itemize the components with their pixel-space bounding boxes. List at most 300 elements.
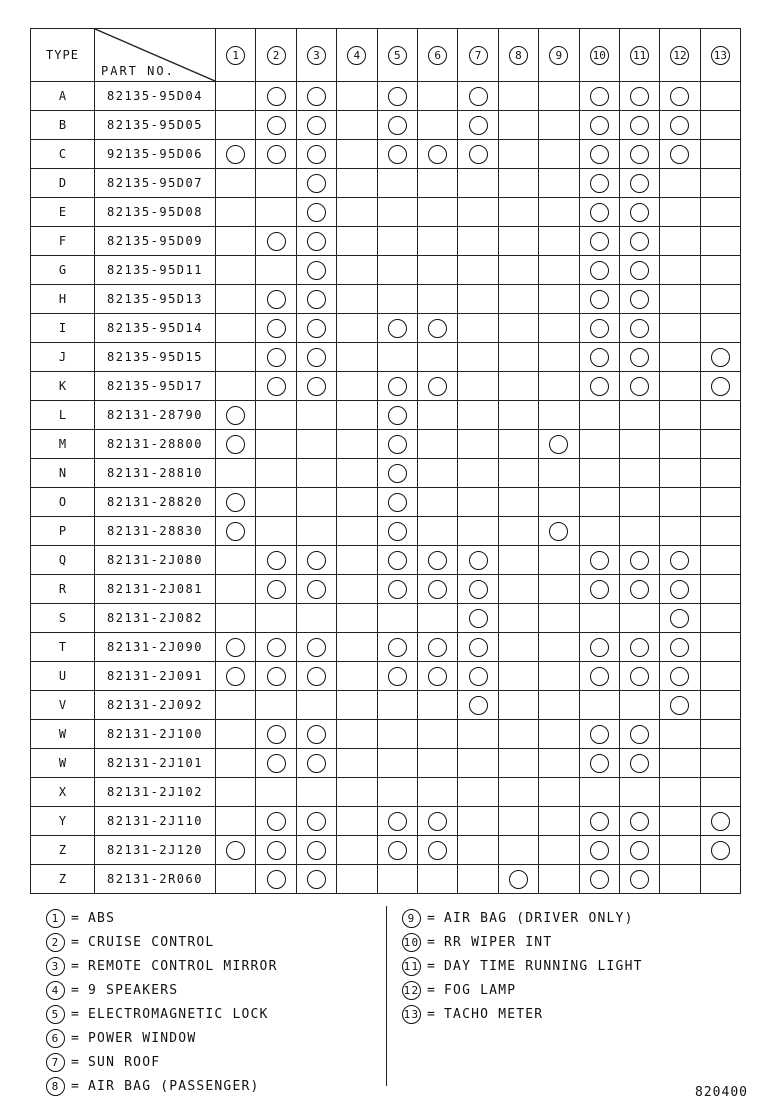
legend-item xyxy=(46,906,278,930)
option-cell xyxy=(619,314,659,343)
option-cell xyxy=(458,749,498,778)
option-mark-circle xyxy=(630,377,649,396)
legend-number-circle: 10 xyxy=(402,933,421,952)
option-cell xyxy=(337,227,377,256)
option-cell xyxy=(700,314,740,343)
option-cell xyxy=(417,575,457,604)
option-mark-circle xyxy=(267,754,286,773)
option-cell xyxy=(216,604,256,633)
option-cell xyxy=(458,720,498,749)
option-cell xyxy=(700,865,740,894)
option-mark-circle xyxy=(630,551,649,570)
option-mark-circle xyxy=(630,145,649,164)
option-cell xyxy=(498,227,538,256)
option-cell xyxy=(417,604,457,633)
option-cell xyxy=(216,546,256,575)
option-cell xyxy=(256,546,296,575)
option-cell xyxy=(660,459,700,488)
option-cell xyxy=(417,865,457,894)
option-cell xyxy=(417,836,457,865)
option-cell xyxy=(539,633,579,662)
option-mark-circle xyxy=(670,551,689,570)
option-mark-circle xyxy=(630,87,649,106)
column-header-3 xyxy=(296,29,336,82)
option-cell xyxy=(619,285,659,314)
option-mark-circle xyxy=(267,667,286,686)
option-cell xyxy=(296,227,336,256)
option-cell xyxy=(700,575,740,604)
option-cell xyxy=(256,198,296,227)
part-number-cell: 82131-2J110 xyxy=(95,807,216,836)
option-mark-circle xyxy=(549,522,568,541)
option-mark-circle xyxy=(590,551,609,570)
option-mark-circle xyxy=(267,116,286,135)
option-cell xyxy=(579,401,619,430)
option-mark-circle xyxy=(428,812,447,831)
option-mark-circle xyxy=(267,377,286,396)
option-cell xyxy=(498,459,538,488)
type-cell: M xyxy=(31,430,95,459)
option-cell xyxy=(579,198,619,227)
option-cell xyxy=(498,488,538,517)
option-cell xyxy=(256,720,296,749)
part-number-cell: 82135-95D04 xyxy=(95,82,216,111)
option-cell xyxy=(539,343,579,372)
legend-number-circle: 5 xyxy=(46,1005,65,1024)
option-mark-circle xyxy=(469,667,488,686)
table-row xyxy=(31,314,741,343)
part-number-cell: 82131-2J120 xyxy=(95,836,216,865)
option-cell xyxy=(619,82,659,111)
legend-text: FOG LAMP xyxy=(444,982,517,998)
column-header-4 xyxy=(337,29,377,82)
table-row xyxy=(31,749,741,778)
option-mark-circle xyxy=(307,348,326,367)
option-cell xyxy=(539,778,579,807)
option-cell xyxy=(579,372,619,401)
table-row xyxy=(31,140,741,169)
option-cell xyxy=(498,285,538,314)
option-mark-circle xyxy=(307,203,326,222)
option-mark-circle xyxy=(307,638,326,657)
option-mark-circle xyxy=(590,348,609,367)
legend-equals: = xyxy=(427,958,437,974)
option-cell xyxy=(256,575,296,604)
legend-equals: = xyxy=(427,910,437,926)
option-cell xyxy=(377,488,417,517)
option-cell xyxy=(216,807,256,836)
option-mark-circle xyxy=(307,551,326,570)
option-mark-circle xyxy=(307,725,326,744)
option-cell xyxy=(498,372,538,401)
table-row xyxy=(31,633,741,662)
option-cell xyxy=(700,372,740,401)
option-cell xyxy=(660,82,700,111)
option-cell xyxy=(660,517,700,546)
option-cell xyxy=(498,517,538,546)
option-mark-circle xyxy=(670,580,689,599)
option-mark-circle xyxy=(469,696,488,715)
option-cell xyxy=(377,169,417,198)
option-mark-circle xyxy=(469,609,488,628)
option-cell xyxy=(700,778,740,807)
part-number-cell: 82131-2J081 xyxy=(95,575,216,604)
option-cell xyxy=(256,778,296,807)
option-mark-circle xyxy=(711,841,730,860)
option-cell xyxy=(539,749,579,778)
column-number-circle: 13 xyxy=(711,46,730,65)
option-cell xyxy=(498,720,538,749)
option-mark-circle xyxy=(388,812,407,831)
option-cell xyxy=(619,662,659,691)
column-header-13 xyxy=(700,29,740,82)
type-cell: A xyxy=(31,82,95,111)
option-cell xyxy=(337,459,377,488)
figure-id: 820400 xyxy=(695,1085,748,1100)
legend-text: RR WIPER INT xyxy=(444,934,553,950)
table-row xyxy=(31,111,741,140)
legend-number-circle: 4 xyxy=(46,981,65,1000)
option-cell xyxy=(256,604,296,633)
option-mark-circle xyxy=(469,638,488,657)
option-cell xyxy=(377,459,417,488)
option-cell xyxy=(296,459,336,488)
option-cell xyxy=(458,169,498,198)
option-cell xyxy=(256,488,296,517)
option-cell xyxy=(417,256,457,285)
option-mark-circle xyxy=(590,232,609,251)
column-header-9 xyxy=(539,29,579,82)
type-header: TYPE xyxy=(31,29,95,82)
option-mark-circle xyxy=(307,116,326,135)
part-number-cell: 82135-95D05 xyxy=(95,111,216,140)
option-cell xyxy=(579,807,619,836)
option-cell xyxy=(296,778,336,807)
option-cell xyxy=(458,865,498,894)
legend-equals: = xyxy=(71,1054,81,1070)
option-cell xyxy=(579,227,619,256)
type-cell: O xyxy=(31,488,95,517)
option-mark-circle xyxy=(388,841,407,860)
option-cell xyxy=(296,865,336,894)
option-mark-circle xyxy=(267,580,286,599)
option-mark-circle xyxy=(267,232,286,251)
type-cell: U xyxy=(31,662,95,691)
option-cell xyxy=(256,836,296,865)
table-body xyxy=(31,82,741,894)
option-mark-circle xyxy=(670,609,689,628)
option-mark-circle xyxy=(469,580,488,599)
option-mark-circle xyxy=(388,667,407,686)
legend-equals: = xyxy=(427,1006,437,1022)
option-cell xyxy=(660,430,700,459)
option-cell xyxy=(216,343,256,372)
option-cell xyxy=(619,633,659,662)
option-cell xyxy=(256,430,296,459)
type-cell: Q xyxy=(31,546,95,575)
option-cell xyxy=(539,285,579,314)
column-number-circle: 3 xyxy=(307,46,326,65)
option-cell xyxy=(216,749,256,778)
option-cell xyxy=(337,430,377,459)
option-mark-circle xyxy=(388,435,407,454)
column-number-circle: 11 xyxy=(630,46,649,65)
legend-equals: = xyxy=(71,958,81,974)
option-cell xyxy=(700,459,740,488)
option-mark-circle xyxy=(630,232,649,251)
legend-item xyxy=(46,1074,278,1098)
option-cell xyxy=(619,227,659,256)
legend-equals: = xyxy=(71,1030,81,1046)
option-mark-circle xyxy=(590,580,609,599)
legend-equals: = xyxy=(71,1006,81,1022)
option-cell xyxy=(377,691,417,720)
option-cell xyxy=(458,807,498,836)
column-number-circle: 2 xyxy=(267,46,286,65)
option-mark-circle xyxy=(670,87,689,106)
option-cell xyxy=(700,401,740,430)
option-cell xyxy=(296,749,336,778)
legend-text: DAY TIME RUNNING LIGHT xyxy=(444,958,643,974)
option-mark-circle xyxy=(630,203,649,222)
option-mark-circle xyxy=(590,667,609,686)
option-cell xyxy=(700,140,740,169)
option-cell xyxy=(337,691,377,720)
option-cell xyxy=(377,372,417,401)
option-cell xyxy=(417,662,457,691)
option-cell xyxy=(539,836,579,865)
option-cell xyxy=(619,546,659,575)
option-cell xyxy=(296,633,336,662)
type-cell: L xyxy=(31,401,95,430)
option-cell xyxy=(579,488,619,517)
option-mark-circle xyxy=(590,725,609,744)
option-cell xyxy=(256,807,296,836)
option-cell xyxy=(539,604,579,633)
column-header-1 xyxy=(216,29,256,82)
option-cell xyxy=(700,720,740,749)
type-cell: I xyxy=(31,314,95,343)
option-mark-circle xyxy=(226,841,245,860)
column-header-7 xyxy=(458,29,498,82)
option-mark-circle xyxy=(630,290,649,309)
option-cell xyxy=(296,401,336,430)
option-cell xyxy=(337,198,377,227)
option-cell xyxy=(539,575,579,604)
option-cell xyxy=(216,430,256,459)
option-cell xyxy=(296,517,336,546)
legend-item xyxy=(46,954,278,978)
legend-text: AIR BAG (DRIVER ONLY) xyxy=(444,910,634,926)
option-cell xyxy=(417,546,457,575)
legend-number-circle: 7 xyxy=(46,1053,65,1072)
option-cell xyxy=(417,401,457,430)
option-cell xyxy=(377,343,417,372)
option-cell xyxy=(337,488,377,517)
type-cell: G xyxy=(31,256,95,285)
option-cell xyxy=(337,169,377,198)
part-no-label: PART NO. xyxy=(101,64,175,78)
part-number-cell: 82135-95D11 xyxy=(95,256,216,285)
option-cell xyxy=(498,836,538,865)
option-cell xyxy=(539,314,579,343)
legend-equals: = xyxy=(427,982,437,998)
option-cell xyxy=(619,807,659,836)
option-cell xyxy=(498,633,538,662)
legend-text: SUN ROOF xyxy=(88,1054,161,1070)
legend-item xyxy=(46,978,278,1002)
column-number-circle: 1 xyxy=(226,46,245,65)
option-cell xyxy=(296,662,336,691)
legend-item xyxy=(402,930,643,954)
option-cell xyxy=(337,633,377,662)
part-number-cell: 82135-95D13 xyxy=(95,285,216,314)
legend-number-circle: 8 xyxy=(46,1077,65,1096)
option-mark-circle xyxy=(469,116,488,135)
column-header-5 xyxy=(377,29,417,82)
option-cell xyxy=(458,778,498,807)
option-cell xyxy=(660,372,700,401)
option-cell xyxy=(660,836,700,865)
option-cell xyxy=(660,865,700,894)
option-cell xyxy=(619,198,659,227)
type-cell: R xyxy=(31,575,95,604)
option-cell xyxy=(539,488,579,517)
table-row xyxy=(31,256,741,285)
type-cell: Z xyxy=(31,865,95,894)
option-cell xyxy=(660,140,700,169)
option-cell xyxy=(579,140,619,169)
part-number-cell: 82131-2J090 xyxy=(95,633,216,662)
option-cell xyxy=(619,372,659,401)
table-row xyxy=(31,517,741,546)
option-cell xyxy=(256,401,296,430)
legend-equals: = xyxy=(427,934,437,950)
option-cell xyxy=(619,140,659,169)
option-cell xyxy=(256,691,296,720)
option-cell xyxy=(337,575,377,604)
option-mark-circle xyxy=(226,406,245,425)
option-mark-circle xyxy=(307,87,326,106)
option-cell xyxy=(700,430,740,459)
option-cell xyxy=(296,836,336,865)
option-cell xyxy=(296,140,336,169)
option-cell xyxy=(660,633,700,662)
option-cell xyxy=(337,372,377,401)
option-mark-circle xyxy=(388,377,407,396)
option-cell xyxy=(296,343,336,372)
option-mark-circle xyxy=(307,377,326,396)
option-cell xyxy=(296,198,336,227)
option-cell xyxy=(579,662,619,691)
option-cell xyxy=(660,662,700,691)
option-cell xyxy=(256,256,296,285)
part-number-cell: 82135-95D15 xyxy=(95,343,216,372)
option-cell xyxy=(417,198,457,227)
option-cell xyxy=(377,517,417,546)
option-cell xyxy=(216,836,256,865)
legend-text: REMOTE CONTROL MIRROR xyxy=(88,958,278,974)
table-row xyxy=(31,198,741,227)
option-mark-circle xyxy=(670,667,689,686)
option-cell xyxy=(498,256,538,285)
option-cell xyxy=(619,488,659,517)
option-cell xyxy=(337,807,377,836)
option-cell xyxy=(700,633,740,662)
option-cell xyxy=(296,546,336,575)
option-cell xyxy=(216,140,256,169)
option-mark-circle xyxy=(307,174,326,193)
option-cell xyxy=(700,546,740,575)
option-cell xyxy=(216,459,256,488)
type-cell: S xyxy=(31,604,95,633)
option-cell xyxy=(619,256,659,285)
option-cell xyxy=(377,82,417,111)
option-cell xyxy=(498,430,538,459)
option-cell xyxy=(700,285,740,314)
column-header-11 xyxy=(619,29,659,82)
table-row xyxy=(31,575,741,604)
option-mark-circle xyxy=(267,725,286,744)
column-number-circle: 10 xyxy=(590,46,609,65)
option-cell xyxy=(296,691,336,720)
option-cell xyxy=(256,111,296,140)
option-mark-circle xyxy=(388,87,407,106)
option-mark-circle xyxy=(590,319,609,338)
option-cell xyxy=(458,575,498,604)
option-cell xyxy=(256,517,296,546)
option-cell xyxy=(619,836,659,865)
option-mark-circle xyxy=(549,435,568,454)
part-number-cell: 82131-2J091 xyxy=(95,662,216,691)
option-mark-circle xyxy=(630,725,649,744)
option-cell xyxy=(296,372,336,401)
option-mark-circle xyxy=(428,841,447,860)
option-cell xyxy=(458,285,498,314)
option-cell xyxy=(417,372,457,401)
option-cell xyxy=(458,662,498,691)
option-cell xyxy=(216,691,256,720)
legend-left-column xyxy=(46,906,278,1098)
option-cell xyxy=(296,488,336,517)
option-mark-circle xyxy=(630,638,649,657)
table-row xyxy=(31,372,741,401)
option-mark-circle xyxy=(307,290,326,309)
table-header-row xyxy=(31,29,741,82)
option-mark-circle xyxy=(469,145,488,164)
option-cell xyxy=(579,865,619,894)
option-mark-circle xyxy=(590,841,609,860)
option-cell xyxy=(660,227,700,256)
option-cell xyxy=(296,604,336,633)
option-cell xyxy=(539,662,579,691)
option-cell xyxy=(296,314,336,343)
option-cell xyxy=(660,343,700,372)
option-cell xyxy=(337,662,377,691)
legend-number-circle: 3 xyxy=(46,957,65,976)
type-cell: K xyxy=(31,372,95,401)
option-mark-circle xyxy=(428,319,447,338)
option-cell xyxy=(660,198,700,227)
table-row xyxy=(31,459,741,488)
option-cell xyxy=(498,343,538,372)
table-row xyxy=(31,82,741,111)
option-cell xyxy=(619,720,659,749)
option-mark-circle xyxy=(388,464,407,483)
type-cell: W xyxy=(31,749,95,778)
option-cell xyxy=(498,111,538,140)
option-mark-circle xyxy=(388,551,407,570)
